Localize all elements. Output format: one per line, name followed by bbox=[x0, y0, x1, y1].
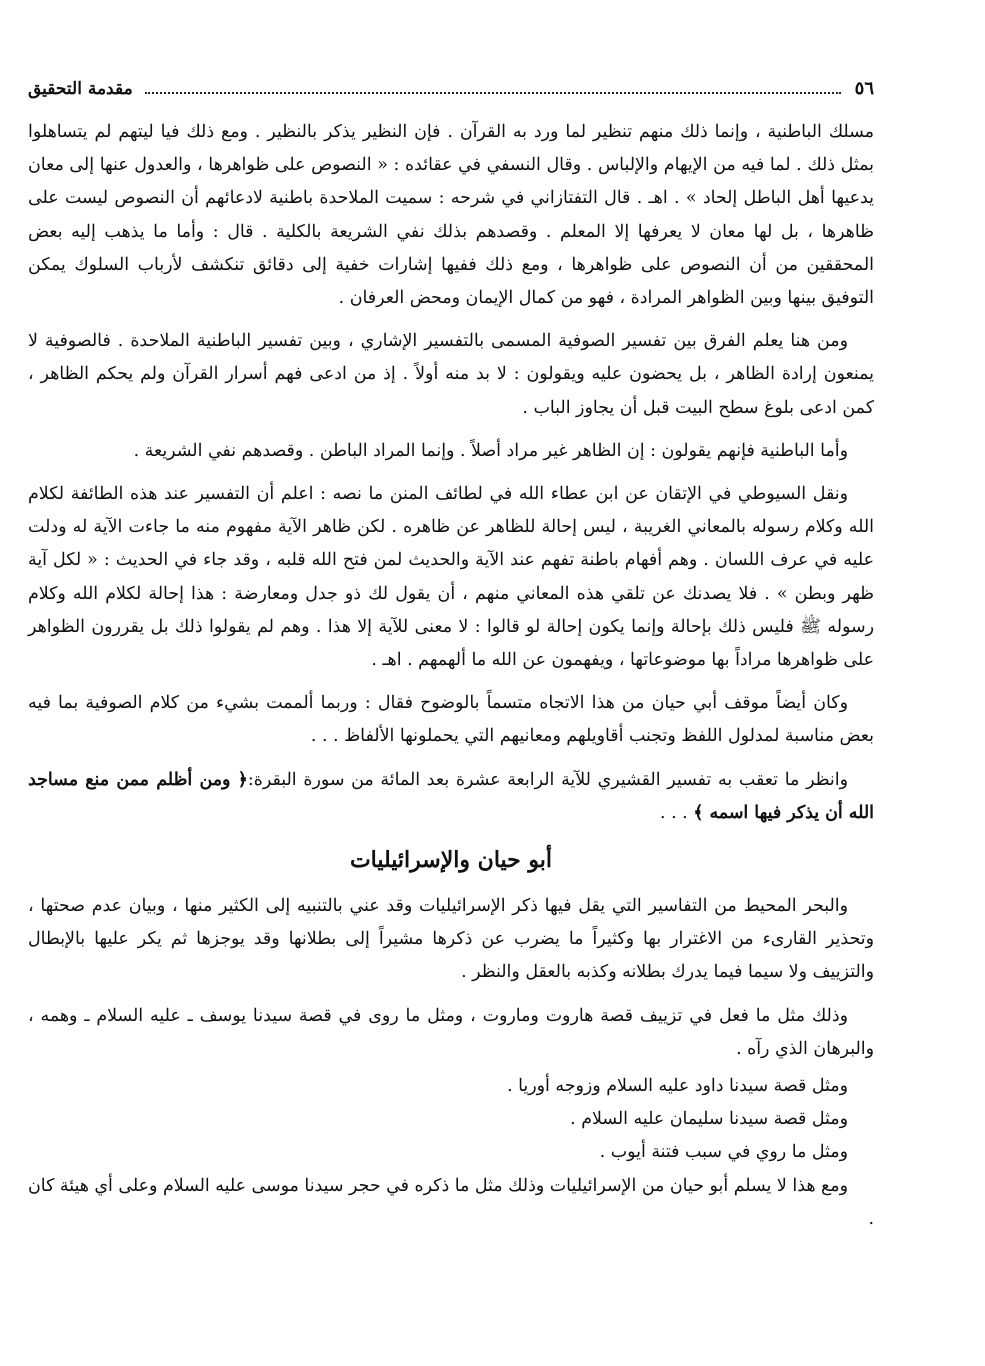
paragraph-9: ومع هذا لا يسلم أبو حيان من الإسرائيليات وذلك مثل ما ذكره في حجر سيدنا موسى عليه السلام وعلى أي هيئة كان . bbox=[28, 1175, 874, 1229]
paragraph-3: وأما الباطنية فإنهم يقولون : إن الظاهر غير مراد أصلاً . وإنما المراد الباطن . وقصدهم نفي الشريعة . bbox=[133, 440, 848, 461]
running-header bbox=[28, 74, 874, 104]
paragraph-6-tail: . . . bbox=[660, 802, 694, 823]
document-page bbox=[28, 74, 874, 1236]
section-heading: أبو حيان والإسرائيليات bbox=[349, 847, 553, 874]
page-number: ٥٦ bbox=[854, 78, 874, 99]
paragraph-4: ونقل السيوطي في الإتقان عن ابن عطاء الله في لطائف المنن ما نصه : اعلم أن التفسير عند هذه الطائفة لكلام الله وكلام رسوله بالمعاني الغريبة ، ليس إحالة للظاهر عن ظاهره . لكن ظاهر الآية مفهوم منه ما جاءت الآية له ودلت عليه في عرف اللسان . وهم أفهام باطنة تفهم عند الآية والحديث لمن فتح الله قلبه ، وقد جاء في الحديث : « لكل آية ظهر وبطن » . فلا يصدنك عن تلقي هذه المعاني منهم ، أن يقول لك ذو جدل ومعارضة : هذا إحالة لكلام الله وكلام رسوله ﷺ فليس ذلك بإحالة وإنما يكون إحالة لو قالوا : لا معنى للآية إلا هذا . وهم لم يقولوا ذلك بل يقررون الظواهر على ظواهرها مراداً بها موضوعاتها ، ويفهمون عن الله ما ألهمهم . اهـ . bbox=[28, 484, 874, 671]
paragraph-6-lead: وانظر ما تعقب به تفسير القشيري للآية الرابعة عشرة بعد المائة من سورة البقرة: bbox=[247, 769, 848, 790]
paragraph-7: والبحر المحيط من التفاسير التي يقل فيها ذكر الإسرائيليات وقد عني بالتنبيه إلى الكثير منها ، وبيان عدم صحتها ، وتحذير القارىء من الاغترار بها وكثيراً ما يضرب عن ذكرها مشيراً إلى بطلانها وقد يوجزها ثم يكر عليها بالإبطال والتزييف ولا سيما فيما يدرك بطلانه وكذبه بالعقل والنظر . bbox=[28, 896, 874, 983]
paragraph-2: ومن هنا يعلم الفرق بين تفسير الصوفية المسمى بالتفسير الإشاري ، وبين تفسير الباطنية الملاحدة . فالصوفية لا يمنعون إرادة الظاهر ، بل يحضون عليه ويقولون : لا بد منه أولاً . إذ من ادعى فهم أسرار القرآن ولم يحكم الظاهر ، كمن ادعى بلوغ سطح البيت قبل أن يجاوز الباب . bbox=[28, 331, 874, 418]
header-dotted-leader bbox=[145, 92, 841, 94]
list-item: ومثل ما روي في سبب فتنة أيوب . bbox=[599, 1142, 848, 1163]
paragraph-5: وكان أيضاً موقف أبي حيان من هذا الاتجاه متسماً بالوضوح فقال : وربما ألممت بشيء من كلام الصوفية بما فيه بعض مناسبة لمدلول اللفظ وتجنب أقاويلهم ومعانيهم التي يحملونها الألفاظ . . . bbox=[28, 693, 874, 747]
list-item: ومثل قصة سيدنا داود عليه السلام وزوجه أوريا . bbox=[507, 1076, 848, 1097]
paragraph-8: وذلك مثل ما فعل في تزييف قصة هاروت وماروت ، ومثل ما روى في قصة سيدنا يوسف ـ عليه السلام ـ وهمه ، والبرهان الذي رآه . bbox=[28, 1005, 874, 1059]
header-title: مقدمة التحقيق bbox=[28, 79, 133, 99]
body-text bbox=[28, 116, 874, 1236]
paragraph-6 bbox=[28, 764, 874, 830]
quran-quote: ﴿ ومن أظلم ممن منع مساجد الله أن يذكر فيها اسمه ﴾ bbox=[28, 769, 874, 823]
list-item: ومثل قصة سيدنا سليمان عليه السلام . bbox=[570, 1109, 848, 1130]
paragraph-1: مسلك الباطنية ، وإنما ذلك منهم تنظير لما ورد به القرآن . فإن النظير يذكر بالنظير . ومع ذلك فيا ليتهم لم يتساهلوا بمثل ذلك . لما فيه من الإيهام والإلباس . وقال النسفي في عقائده : « النصوص على ظواهرها ، والعدول عنها إلى معان يدعيها أهل الباطل إلحاد » . اهـ . قال التفتازاني في شرحه : سميت الملاحدة باطنية لادعائهم أن النصوص ليست على ظاهرها ، بل لها معان لا يعرفها إلا المعلم . وقصدهم بذلك نفي الشريعة بالكلية . قال : وأما ما يذهب إليه بعض المحققين من أن النصوص على ظواهرها ، ومع ذلك ففيها إشارات خفية إلى دقائق تنكشف لأرباب السلوك يمكن التوفيق بينها وبين الظواهر المرادة ، فهو من كمال الإيمان ومحض العرفان . bbox=[28, 122, 874, 309]
